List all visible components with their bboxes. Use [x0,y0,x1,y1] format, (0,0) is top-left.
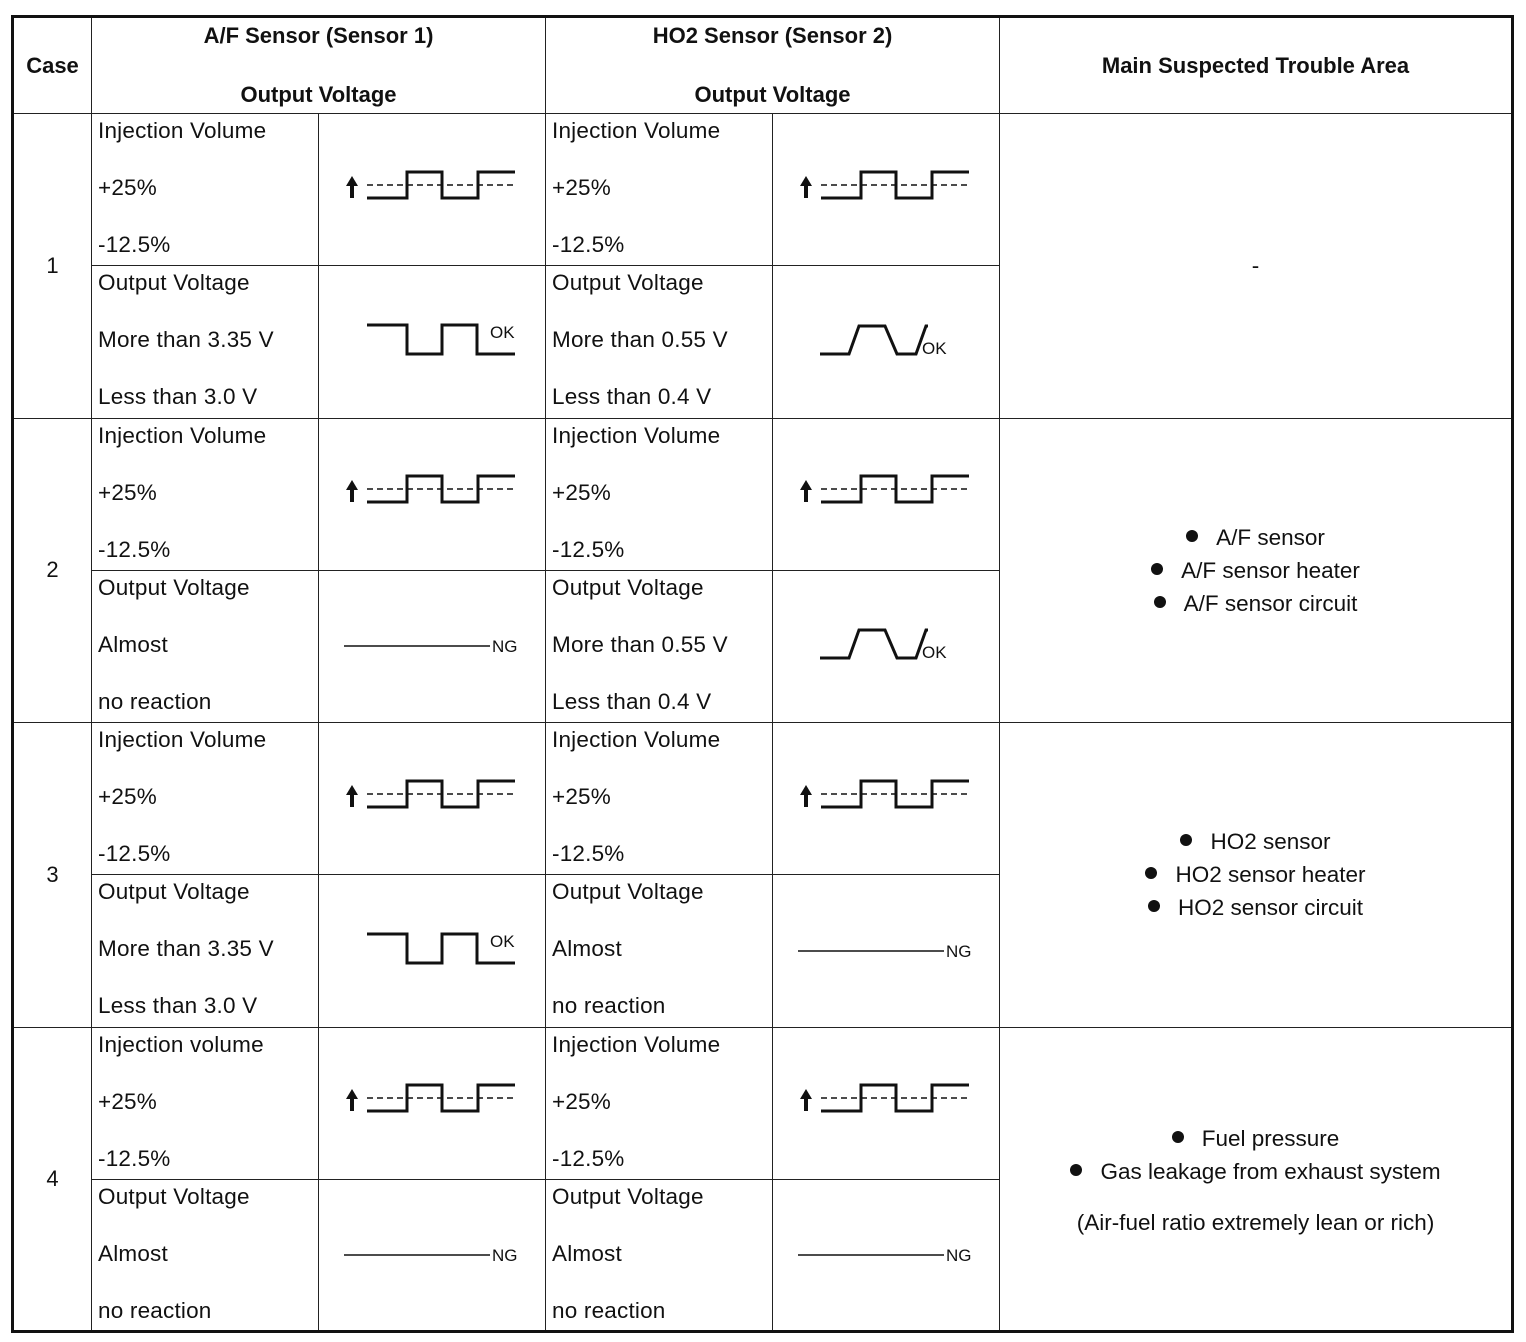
up-arrow-icon [346,176,358,198]
ho2-output-ok-wave-icon [816,624,956,668]
cell-text-line: -12.5% [552,1145,625,1171]
output-ng-flat-line-icon [342,1240,522,1270]
injection-volume-wave-icon [345,1083,520,1123]
cell-text-line: Injection Volume [98,422,267,448]
trouble-area [1000,418,1513,723]
cell-text-line: -12.5% [552,536,625,562]
af-output-wave [319,1179,546,1331]
trouble-area [1000,723,1513,1028]
af-output-text-lines [98,1180,318,1326]
cell-text-line: More than 0.55 V [552,631,728,657]
cell-text-line: Less than 3.0 V [98,993,258,1019]
trouble-area [1000,1027,1513,1332]
header-ho2-title: HO2 Sensor (Sensor 2) [652,23,893,48]
trouble-area-list [1000,1122,1511,1236]
ho2-injection-text-lines [552,723,772,869]
af-injection-text-lines [98,1028,318,1174]
wave-line [820,326,928,354]
cell-text-line: Output Voltage [98,270,250,296]
ho2-injection-text [546,1027,773,1179]
af-injection-text-lines [98,419,318,565]
trouble-area-label: HO2 sensor circuit [1177,895,1364,921]
af-injection-text-lines [98,114,318,260]
bullet-icon [1154,596,1166,608]
ho2-output-text [546,570,773,722]
bullet-icon [1180,834,1192,846]
case-number: 1 [13,114,92,419]
af-injection-wave [319,723,546,875]
trouble-area-item [1000,825,1511,858]
af-injection-text [92,114,319,266]
ho2-output-text-lines [552,875,772,1021]
up-arrow-icon [800,785,812,807]
ho2-output-text-lines [552,571,772,717]
trouble-area-item [1000,1122,1511,1155]
up-arrow-icon [800,176,812,198]
af-output-wave [319,875,546,1027]
cell-text-line: -12.5% [98,536,171,562]
af-injection-text [92,1027,319,1179]
table-row [13,114,1513,266]
af-injection-wave [319,418,546,570]
wave-line [820,630,928,658]
trouble-area-label: A/F sensor heater [1181,557,1360,583]
cell-text-line: More than 3.35 V [98,936,274,962]
cell-text-line: Injection Volume [552,422,721,448]
cell-text-line: Output Voltage [552,879,704,905]
header-af-sensor [92,17,546,114]
header-af-subtitle: Output Voltage [240,82,397,107]
cell-text-line: Less than 0.4 V [552,384,712,410]
table-row [13,723,1513,875]
af-injection-text [92,723,319,875]
af-injection-text [92,418,319,570]
injection-volume-wave-icon [799,474,974,514]
cell-text-line: Injection Volume [98,118,267,143]
trouble-area-list [1000,253,1511,279]
ho2-injection-wave [773,418,1000,570]
ho2-output-text [546,266,773,418]
ho2-output-text [546,875,773,1027]
ho2-output-text-lines [552,266,772,412]
cell-text-line: -12.5% [98,1145,171,1171]
cell-text-line: -12.5% [98,841,171,866]
af-output-text [92,1179,319,1331]
header-ho2-sensor [546,17,1000,114]
ho2-injection-text-lines [552,1028,772,1174]
cell-text-line: -12.5% [552,232,625,257]
cell-text-line: -12.5% [552,841,625,866]
cell-text-line: Output Voltage [552,574,704,600]
trouble-area-item [1000,521,1511,554]
injection-volume-wave-icon [799,1083,974,1123]
cell-text-line: +25% [98,479,157,505]
cell-text-line: Output Voltage [552,270,704,296]
trouble-area-item [1000,891,1511,924]
af-output-text [92,266,319,418]
ho2-output-text [546,1179,773,1331]
af-output-text-lines [98,266,318,412]
af-output-wave [319,266,546,418]
injection-volume-wave-icon [345,170,520,210]
result-label: OK [489,931,515,951]
cell-text-line: Output Voltage [552,1183,704,1209]
cell-text-line: Injection volume [98,1031,264,1057]
trouble-area-label: A/F sensor circuit [1183,590,1358,616]
cell-text-line: Almost [552,1240,622,1266]
bullet-icon [1145,867,1157,879]
diagnostic-table [11,15,1514,1333]
trouble-area-none: - [1251,252,1260,278]
ho2-injection-text [546,114,773,266]
header-case: Case [13,17,92,114]
result-label: OK [922,338,947,358]
cell-text-line: +25% [552,479,611,505]
cell-text-line: Output Voltage [98,879,250,905]
af-injection-wave [319,114,546,266]
result-label: NG [492,1245,518,1265]
table-row [13,1027,1513,1179]
cell-text-line: +25% [98,784,157,809]
cell-text-line: Output Voltage [98,1183,250,1209]
result-label: NG [946,941,972,961]
cell-text-line: Almost [98,1240,168,1266]
result-label: OK [922,643,947,663]
injection-volume-wave-icon [799,170,974,210]
cell-text-line: no reaction [552,993,666,1019]
output-ng-flat-line-icon [342,631,522,661]
table-row [13,418,1513,570]
ho2-injection-text [546,723,773,875]
ho2-output-wave [773,266,1000,418]
up-arrow-icon [800,480,812,502]
header-ho2-subtitle: Output Voltage [694,82,851,107]
injection-volume-wave-icon [345,779,520,819]
trouble-area-label: Gas leakage from exhaust system [1100,1158,1441,1184]
cell-text-line: +25% [98,175,157,200]
ho2-injection-wave [773,1027,1000,1179]
ho2-injection-wave [773,114,1000,266]
trouble-area-label: A/F sensor [1216,524,1325,550]
trouble-area-item [1000,1155,1511,1188]
case-number: 3 [13,723,92,1028]
cell-text-line: More than 0.55 V [552,327,728,353]
af-output-text-lines [98,875,318,1021]
cell-text-line: Almost [552,936,622,962]
cell-text-line: Output Voltage [98,574,250,600]
cell-text-line: Injection Volume [552,1031,721,1057]
header-row [13,17,1513,114]
bullet-icon [1148,900,1160,912]
ho2-injection-wave [773,723,1000,875]
ho2-output-text-lines [552,1180,772,1326]
cell-text-line: Injection Volume [552,727,721,752]
trouble-area-list [1000,825,1511,924]
injection-volume-wave-icon [799,779,974,819]
af-output-wave [319,570,546,722]
cell-text-line: +25% [98,1088,157,1114]
trouble-area-note: (Air-fuel ratio extremely lean or rich) [1076,1209,1435,1235]
bullet-icon [1070,1164,1082,1176]
cell-text-line: Less than 0.4 V [552,688,712,714]
ho2-output-ok-wave-icon [816,320,956,364]
cell-text-line: +25% [552,175,611,200]
output-ng-flat-line-icon [796,936,976,966]
bullet-icon [1172,1131,1184,1143]
af-output-ok-wave-icon [345,320,520,364]
cell-text-line: More than 3.35 V [98,327,274,353]
ho2-output-wave [773,1179,1000,1331]
af-output-ok-wave-icon [345,929,520,973]
output-ng-flat-line-icon [796,1240,976,1270]
result-label: OK [489,322,515,342]
trouble-area-item [1000,587,1511,620]
trouble-area [1000,114,1513,419]
af-injection-text-lines [98,723,318,869]
cell-text-line: Injection Volume [552,118,721,143]
cell-text-line: Less than 3.0 V [98,384,258,410]
injection-volume-wave-icon [345,474,520,514]
cell-text-line: +25% [552,1088,611,1114]
up-arrow-icon [346,480,358,502]
cell-text-line: -12.5% [98,232,171,257]
af-output-text-lines [98,571,318,717]
cell-text-line: Almost [98,631,168,657]
cell-text-line: no reaction [552,1297,666,1323]
trouble-area-label: Fuel pressure [1201,1125,1340,1151]
up-arrow-icon [346,785,358,807]
header-af-title: A/F Sensor (Sensor 1) [203,23,434,48]
table-body [13,114,1513,1332]
bullet-icon [1151,563,1163,575]
cell-text-line: no reaction [98,1297,212,1323]
af-injection-wave [319,1027,546,1179]
trouble-area-item [1000,554,1511,587]
trouble-area-item [1000,858,1511,891]
case-number: 4 [13,1027,92,1332]
up-arrow-icon [800,1089,812,1111]
ho2-injection-text-lines [552,419,772,565]
cell-text-line: no reaction [98,688,212,714]
ho2-output-wave [773,875,1000,1027]
cell-text-line: +25% [552,784,611,809]
cell-text-line: Injection Volume [98,727,267,752]
up-arrow-icon [346,1089,358,1111]
ho2-output-wave [773,570,1000,722]
result-label: NG [492,637,518,657]
trouble-area-list [1000,521,1511,620]
result-label: NG [946,1245,972,1265]
ho2-injection-text [546,418,773,570]
af-output-text [92,570,319,722]
trouble-area-label: HO2 sensor heater [1175,862,1366,888]
case-number: 2 [13,418,92,723]
bullet-icon [1186,530,1198,542]
trouble-area-label: HO2 sensor [1210,829,1331,855]
ho2-injection-text-lines [552,114,772,260]
header-trouble-area: Main Suspected Trouble Area [1000,17,1513,114]
af-output-text [92,875,319,1027]
